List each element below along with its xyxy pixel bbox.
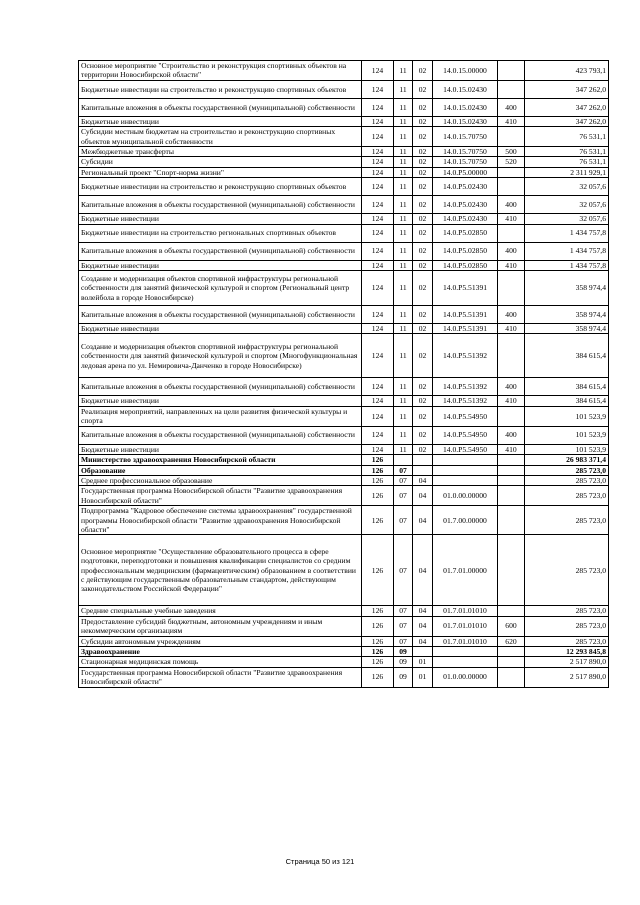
cell-csr: [433, 475, 498, 485]
cell-rz: 11: [394, 306, 413, 324]
cell-rz: 11: [394, 157, 413, 167]
cell-sum: 358 974,4: [525, 271, 609, 306]
cell-rz: 11: [394, 242, 413, 260]
table-row: [79, 224, 609, 242]
cell-csr: 14.0.15.02430: [433, 116, 498, 126]
cell-sum: 384 615,4: [525, 378, 609, 396]
cell-name: Капитальные вложения в объекты государственной (муниципальной) собственности: [79, 242, 362, 260]
cell-name: Бюджетные инвестиции: [79, 116, 362, 126]
table-row: [79, 426, 609, 444]
cell-ved: 124: [362, 260, 394, 270]
cell-name: Образование: [79, 465, 362, 475]
cell-name: Бюджетные инвестиции: [79, 214, 362, 224]
cell-name: Государственная программа Новосибирской области "Развитие здравоохранения Новосибирской области": [79, 667, 362, 687]
cell-csr: [433, 646, 498, 656]
cell-name: Бюджетные инвестиции: [79, 324, 362, 334]
cell-sum: 76 531,1: [525, 147, 609, 157]
cell-rz: [394, 455, 413, 465]
cell-ved: 124: [362, 80, 394, 98]
cell-sum: 2 311 929,1: [525, 167, 609, 177]
cell-pr: 04: [413, 606, 433, 616]
cell-ved: 124: [362, 242, 394, 260]
cell-sum: 101 523,9: [525, 406, 609, 426]
cell-name: Капитальные вложения в объекты государственной (муниципальной) собственности: [79, 98, 362, 116]
cell-vr: [498, 486, 525, 506]
cell-csr: 14.0.P5.54950: [433, 444, 498, 454]
cell-sum: 101 523,9: [525, 444, 609, 454]
cell-csr: 14.0.15.00000: [433, 61, 498, 81]
cell-vr: [498, 178, 525, 196]
cell-csr: 14.0.15.02430: [433, 98, 498, 116]
cell-name: Межбюджетные трансферты: [79, 147, 362, 157]
cell-ved: 124: [362, 444, 394, 454]
cell-rz: 07: [394, 465, 413, 475]
cell-ved: 126: [362, 636, 394, 646]
cell-ved: 124: [362, 324, 394, 334]
cell-rz: 11: [394, 406, 413, 426]
cell-rz: 11: [394, 116, 413, 126]
budget-table: [78, 60, 609, 688]
cell-sum: 285 723,0: [525, 506, 609, 535]
cell-pr: 02: [413, 116, 433, 126]
cell-ved: 126: [362, 475, 394, 485]
cell-sum: 12 293 845,8: [525, 646, 609, 656]
cell-vr: 410: [498, 214, 525, 224]
cell-pr: 01: [413, 667, 433, 687]
cell-pr: 02: [413, 306, 433, 324]
cell-csr: 14.0.P5.51391: [433, 271, 498, 306]
table-row: [79, 455, 609, 465]
cell-rz: 11: [394, 178, 413, 196]
cell-ved: 124: [362, 224, 394, 242]
cell-pr: 02: [413, 260, 433, 270]
cell-sum: 347 262,0: [525, 98, 609, 116]
cell-sum: 32 057,6: [525, 178, 609, 196]
cell-ved: 126: [362, 465, 394, 475]
cell-name: Реализация мероприятий, направленных на цели развития физической культуры и спорта: [79, 406, 362, 426]
table-row: [79, 535, 609, 606]
cell-csr: 14.0.P5.51391: [433, 324, 498, 334]
cell-vr: 400: [498, 242, 525, 260]
cell-pr: 02: [413, 147, 433, 157]
cell-rz: 11: [394, 324, 413, 334]
cell-sum: 1 434 757,8: [525, 224, 609, 242]
cell-sum: 285 723,0: [525, 535, 609, 606]
cell-pr: 02: [413, 196, 433, 214]
cell-rz: 11: [394, 444, 413, 454]
cell-ved: 124: [362, 98, 394, 116]
cell-csr: 14.0.P5.02850: [433, 242, 498, 260]
cell-csr: 14.0.P5.02850: [433, 224, 498, 242]
cell-pr: 02: [413, 214, 433, 224]
cell-vr: [498, 475, 525, 485]
table-row: [79, 667, 609, 687]
cell-vr: 620: [498, 636, 525, 646]
cell-rz: 11: [394, 378, 413, 396]
cell-vr: [498, 606, 525, 616]
cell-sum: 347 262,0: [525, 80, 609, 98]
cell-pr: 02: [413, 178, 433, 196]
table-row: [79, 242, 609, 260]
cell-ved: 124: [362, 196, 394, 214]
cell-rz: 07: [394, 475, 413, 485]
cell-sum: 1 434 757,8: [525, 242, 609, 260]
cell-rz: 09: [394, 646, 413, 656]
cell-csr: 14.0.15.70750: [433, 127, 498, 147]
table-row: [79, 127, 609, 147]
cell-name: Капитальные вложения в объекты государственной (муниципальной) собственности: [79, 196, 362, 214]
page-number: Страница 50 из 121: [285, 857, 355, 866]
cell-vr: 500: [498, 147, 525, 157]
table-row: [79, 444, 609, 454]
cell-name: Субсидии местным бюджетам на строительство и реконструкцию спортивных объектов муниципальной собственности: [79, 127, 362, 147]
cell-vr: 410: [498, 324, 525, 334]
table-row: [79, 260, 609, 270]
cell-vr: 410: [498, 444, 525, 454]
cell-rz: 11: [394, 61, 413, 81]
cell-csr: 01.7.01.00000: [433, 535, 498, 606]
cell-rz: 07: [394, 486, 413, 506]
cell-rz: 11: [394, 80, 413, 98]
cell-ved: 124: [362, 116, 394, 126]
cell-pr: [413, 646, 433, 656]
cell-csr: 01.0.00.00000: [433, 667, 498, 687]
table-row: [79, 116, 609, 126]
cell-csr: 14.0.P5.51392: [433, 334, 498, 378]
cell-sum: 358 974,4: [525, 306, 609, 324]
cell-pr: 04: [413, 636, 433, 646]
cell-ved: 124: [362, 426, 394, 444]
cell-name: Основное мероприятие "Осуществление образовательного процесса в сфере подготовки, переподготовки и повышения квалификации специалистов со средним профессиональным медицинским (фармацевтическим) образованием в соответствии с действующим государственным образовательным стандартом, действующим законодательством Российской Федерации": [79, 535, 362, 606]
cell-csr: [433, 657, 498, 667]
cell-pr: 02: [413, 98, 433, 116]
cell-pr: 04: [413, 486, 433, 506]
cell-pr: 02: [413, 426, 433, 444]
cell-vr: [498, 657, 525, 667]
cell-csr: 14.0.15.70750: [433, 157, 498, 167]
cell-pr: 02: [413, 80, 433, 98]
cell-pr: 02: [413, 444, 433, 454]
cell-csr: 14.0.P5.54950: [433, 406, 498, 426]
cell-pr: 02: [413, 334, 433, 378]
cell-vr: [498, 465, 525, 475]
cell-rz: 11: [394, 127, 413, 147]
cell-rz: 11: [394, 334, 413, 378]
cell-pr: 02: [413, 224, 433, 242]
cell-vr: 400: [498, 306, 525, 324]
cell-vr: 410: [498, 116, 525, 126]
cell-pr: 02: [413, 271, 433, 306]
cell-vr: [498, 61, 525, 81]
cell-vr: [498, 167, 525, 177]
cell-rz: 07: [394, 506, 413, 535]
cell-rz: 09: [394, 657, 413, 667]
table-row: [79, 506, 609, 535]
cell-vr: [498, 506, 525, 535]
cell-ved: 124: [362, 147, 394, 157]
cell-name: Бюджетные инвестиции на строительство и реконструкцию спортивных объектов: [79, 80, 362, 98]
cell-ved: 124: [362, 167, 394, 177]
cell-pr: 02: [413, 324, 433, 334]
cell-rz: 07: [394, 535, 413, 606]
cell-pr: 02: [413, 378, 433, 396]
cell-pr: 01: [413, 657, 433, 667]
cell-rz: 07: [394, 636, 413, 646]
cell-name: Средние специальные учебные заведения: [79, 606, 362, 616]
cell-vr: 400: [498, 426, 525, 444]
cell-name: Субсидии автономным учреждениям: [79, 636, 362, 646]
cell-sum: 101 523,9: [525, 426, 609, 444]
table-row: [79, 167, 609, 177]
table-row: [79, 475, 609, 485]
cell-csr: 14.0.15.70750: [433, 147, 498, 157]
table-row: [79, 616, 609, 636]
cell-csr: 01.7.01.01010: [433, 606, 498, 616]
cell-csr: 14.0.P5.54950: [433, 426, 498, 444]
table-row: [79, 80, 609, 98]
table-row: [79, 271, 609, 306]
cell-rz: 07: [394, 606, 413, 616]
cell-ved: 124: [362, 406, 394, 426]
cell-ved: 126: [362, 506, 394, 535]
cell-csr: 01.7.01.01010: [433, 616, 498, 636]
cell-csr: 14.0.P5.02430: [433, 214, 498, 224]
table-row: [79, 98, 609, 116]
table-body: [79, 61, 609, 688]
cell-csr: [433, 455, 498, 465]
table-row: [79, 157, 609, 167]
cell-csr: 14.0.P5.02850: [433, 260, 498, 270]
cell-pr: 02: [413, 61, 433, 81]
cell-ved: 124: [362, 127, 394, 147]
cell-name: Создание и модернизация объектов спортивной инфраструктуры региональной собственности для занятий физической культурой и спортом (Региональный центр волейбола в городе Новосибирске): [79, 271, 362, 306]
table-row: [79, 147, 609, 157]
cell-name: Основное мероприятие "Строительство и реконструкция спортивных объектов на территории Новосибирской области": [79, 61, 362, 81]
cell-vr: [498, 127, 525, 147]
cell-ved: 126: [362, 606, 394, 616]
cell-rz: 11: [394, 214, 413, 224]
cell-name: Бюджетные инвестиции на строительство и реконструкцию спортивных объектов: [79, 178, 362, 196]
table-row: [79, 606, 609, 616]
cell-csr: 14.0.P5.51392: [433, 378, 498, 396]
cell-sum: 347 262,0: [525, 116, 609, 126]
table-row: [79, 406, 609, 426]
cell-pr: 04: [413, 535, 433, 606]
cell-rz: 11: [394, 426, 413, 444]
cell-rz: 11: [394, 224, 413, 242]
table-row: [79, 657, 609, 667]
cell-ved: 124: [362, 61, 394, 81]
cell-sum: 285 723,0: [525, 475, 609, 485]
cell-sum: 32 057,6: [525, 214, 609, 224]
table-row: [79, 214, 609, 224]
cell-name: Бюджетные инвестиции на строительство региональных спортивных объектов: [79, 224, 362, 242]
cell-ved: 124: [362, 306, 394, 324]
cell-pr: 02: [413, 406, 433, 426]
cell-ved: 126: [362, 535, 394, 606]
cell-sum: 384 615,4: [525, 396, 609, 406]
cell-rz: 11: [394, 271, 413, 306]
table-row: [79, 396, 609, 406]
cell-ved: 126: [362, 657, 394, 667]
cell-rz: 07: [394, 616, 413, 636]
cell-sum: 358 974,4: [525, 324, 609, 334]
cell-vr: 400: [498, 98, 525, 116]
cell-ved: 124: [362, 378, 394, 396]
cell-vr: [498, 455, 525, 465]
cell-vr: [498, 224, 525, 242]
cell-csr: 14.0.P5.00000: [433, 167, 498, 177]
cell-vr: [498, 334, 525, 378]
cell-sum: 423 793,1: [525, 61, 609, 81]
cell-csr: 14.0.15.02430: [433, 80, 498, 98]
cell-name: Бюджетные инвестиции: [79, 444, 362, 454]
cell-ved: 124: [362, 334, 394, 378]
cell-vr: 400: [498, 378, 525, 396]
cell-name: Предоставление субсидий бюджетным, автономным учреждениям и иным некоммерческим организациям: [79, 616, 362, 636]
cell-name: Субсидии: [79, 157, 362, 167]
cell-pr: 02: [413, 127, 433, 147]
cell-csr: 14.0.P5.02430: [433, 196, 498, 214]
cell-csr: [433, 465, 498, 475]
cell-rz: 11: [394, 396, 413, 406]
table-row: [79, 465, 609, 475]
cell-pr: 04: [413, 506, 433, 535]
cell-rz: 11: [394, 260, 413, 270]
cell-name: Министерство здравоохранения Новосибирской области: [79, 455, 362, 465]
cell-ved: 126: [362, 616, 394, 636]
cell-pr: 02: [413, 167, 433, 177]
cell-rz: 09: [394, 667, 413, 687]
cell-vr: [498, 406, 525, 426]
table-row: [79, 378, 609, 396]
cell-csr: 14.0.P5.51391: [433, 306, 498, 324]
cell-name: Капитальные вложения в объекты государственной (муниципальной) собственности: [79, 426, 362, 444]
cell-csr: 14.0.P5.51392: [433, 396, 498, 406]
table-row: [79, 486, 609, 506]
table-row: [79, 61, 609, 81]
cell-pr: 02: [413, 242, 433, 260]
cell-vr: 600: [498, 616, 525, 636]
table-row: [79, 324, 609, 334]
table-row: [79, 196, 609, 214]
cell-rz: 11: [394, 196, 413, 214]
cell-ved: 126: [362, 667, 394, 687]
cell-name: Стационарная медицинская помощь: [79, 657, 362, 667]
cell-sum: 1 434 757,8: [525, 260, 609, 270]
cell-vr: [498, 80, 525, 98]
table-row: [79, 334, 609, 378]
cell-sum: 2 517 890,0: [525, 667, 609, 687]
cell-ved: 124: [362, 271, 394, 306]
cell-pr: 02: [413, 157, 433, 167]
cell-sum: 76 531,1: [525, 127, 609, 147]
cell-name: Создание и модернизация объектов спортивной инфраструктуры региональной собственности для занятий физической культурой и спортом (Многофункциональная ледовая арена по ул. Немировича-Данченко в городе Новосибирске): [79, 334, 362, 378]
cell-pr: [413, 455, 433, 465]
cell-csr: 01.7.01.01010: [433, 636, 498, 646]
cell-csr: 01.0.00.00000: [433, 486, 498, 506]
cell-vr: 520: [498, 157, 525, 167]
cell-name: Бюджетные инвестиции: [79, 260, 362, 270]
cell-pr: 02: [413, 396, 433, 406]
cell-sum: 285 723,0: [525, 465, 609, 475]
cell-sum: 285 723,0: [525, 636, 609, 646]
table-row: [79, 636, 609, 646]
cell-csr: 14.0.P5.02430: [433, 178, 498, 196]
cell-vr: [498, 535, 525, 606]
cell-pr: 04: [413, 616, 433, 636]
table-row: [79, 178, 609, 196]
cell-pr: 04: [413, 475, 433, 485]
cell-ved: 124: [362, 396, 394, 406]
cell-ved: 126: [362, 455, 394, 465]
cell-sum: 285 723,0: [525, 486, 609, 506]
cell-ved: 126: [362, 646, 394, 656]
cell-name: Бюджетные инвестиции: [79, 396, 362, 406]
cell-sum: 2 517 890,0: [525, 657, 609, 667]
cell-name: Региональный проект "Спорт-норма жизни": [79, 167, 362, 177]
cell-sum: 285 723,0: [525, 616, 609, 636]
cell-name: Среднее профессиональное образование: [79, 475, 362, 485]
cell-ved: 124: [362, 214, 394, 224]
cell-sum: 76 531,1: [525, 157, 609, 167]
cell-vr: 410: [498, 396, 525, 406]
cell-name: Здравоохранение: [79, 646, 362, 656]
cell-vr: [498, 271, 525, 306]
cell-vr: 410: [498, 260, 525, 270]
cell-pr: [413, 465, 433, 475]
cell-sum: 285 723,0: [525, 606, 609, 616]
cell-vr: 400: [498, 196, 525, 214]
cell-rz: 11: [394, 167, 413, 177]
cell-ved: 124: [362, 178, 394, 196]
cell-sum: 384 615,4: [525, 334, 609, 378]
table-row: [79, 306, 609, 324]
cell-csr: 01.7.00.00000: [433, 506, 498, 535]
table-row: [79, 646, 609, 656]
cell-name: Подпрограмма "Кадровое обеспечение системы здравоохранения" государственной программы Новосибирской области "Развитие здравоохранения Новосибирской области": [79, 506, 362, 535]
cell-name: Капитальные вложения в объекты государственной (муниципальной) собственности: [79, 378, 362, 396]
cell-rz: 11: [394, 147, 413, 157]
cell-sum: 32 057,6: [525, 196, 609, 214]
cell-ved: 126: [362, 486, 394, 506]
cell-vr: [498, 646, 525, 656]
cell-sum: 26 983 371,4: [525, 455, 609, 465]
cell-ved: 124: [362, 157, 394, 167]
cell-rz: 11: [394, 98, 413, 116]
cell-name: Государственная программа Новосибирской области "Развитие здравоохранения Новосибирской области": [79, 486, 362, 506]
cell-vr: [498, 667, 525, 687]
cell-name: Капитальные вложения в объекты государственной (муниципальной) собственности: [79, 306, 362, 324]
